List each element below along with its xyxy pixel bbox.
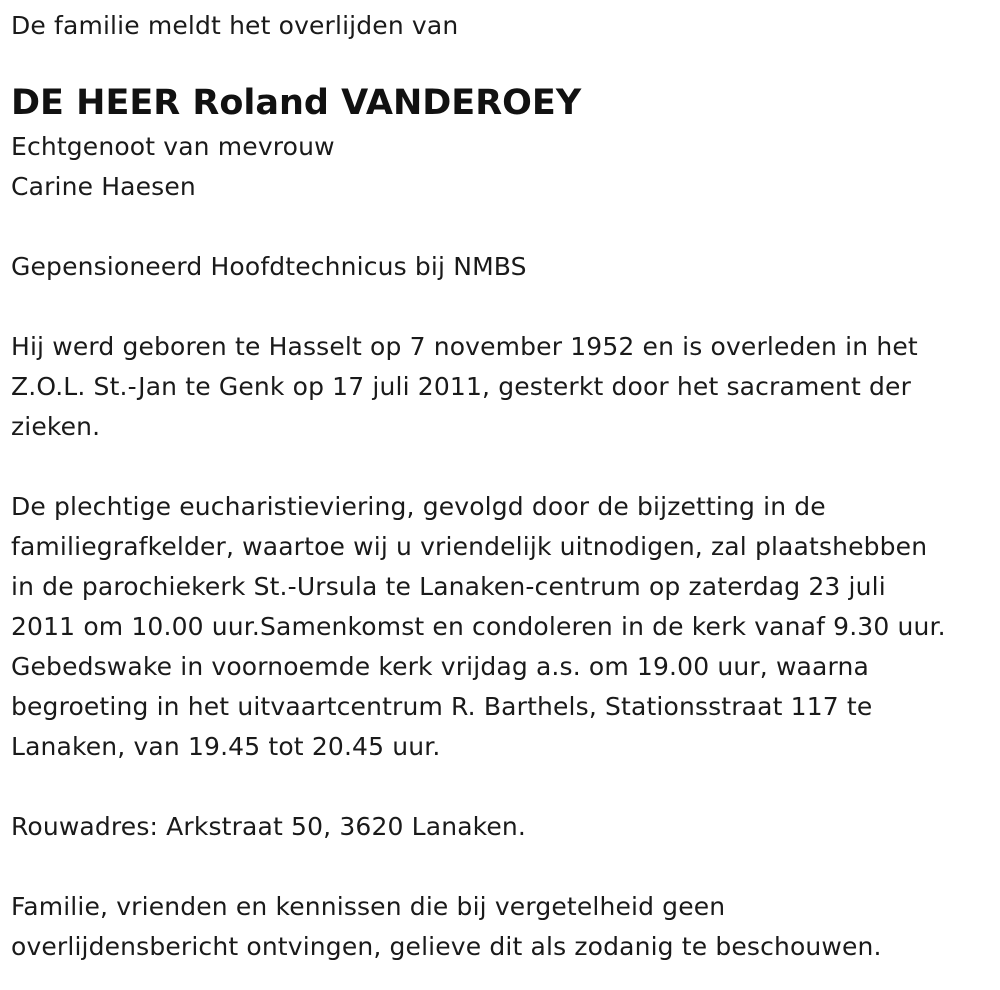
- paragraph-line: Hij werd geboren te Hasselt op 7 november 1952 en is overleden in het: [11, 332, 918, 361]
- paragraph-line: Familie, vrienden en kennissen die bij vergetelheid geen: [11, 892, 726, 921]
- ceremony-paragraph: [11, 487, 990, 767]
- paragraph-line: Gebedswake in voornoemde kerk vrijdag a.s. om 19.00 uur, waarna: [11, 652, 869, 681]
- address-block: [11, 807, 990, 847]
- paragraph-line: in de parochiekerk St.-Ursula te Lanaken-centrum op zaterdag 23 juli: [11, 572, 886, 601]
- spouse-block: [11, 127, 990, 207]
- closing-paragraph: [11, 887, 990, 967]
- mourning-address: Rouwadres: Arkstraat 50, 3620 Lanaken.: [11, 812, 527, 841]
- paragraph-line: begroeting in het uitvaartcentrum R. Barthels, Stationsstraat 117 te: [11, 692, 873, 721]
- deceased-name: DE HEER Roland VANDEROEY: [11, 83, 582, 123]
- occupation-text: Gepensioneerd Hoofdtechnicus bij NMBS: [11, 252, 527, 281]
- spouse-name: Carine Haesen: [11, 172, 196, 201]
- intro-text: De familie meldt het overlijden van: [11, 11, 459, 40]
- paragraph-line: Lanaken, van 19.45 tot 20.45 uur.: [11, 732, 441, 761]
- paragraph-line: 2011 om 10.00 uur.Samenkomst en condoleren in de kerk vanaf 9.30 uur.: [11, 612, 946, 641]
- birth-death-paragraph: [11, 327, 990, 447]
- paragraph-line: Z.O.L. St.-Jan te Genk op 17 juli 2011, gesterkt door het sacrament der: [11, 372, 912, 401]
- paragraph-line: De plechtige eucharistieviering, gevolgd door de bijzetting in de: [11, 492, 826, 521]
- paragraph-line: zieken.: [11, 412, 101, 441]
- spouse-line: Echtgenoot van mevrouw: [11, 132, 335, 161]
- paragraph-line: overlijdensbericht ontvingen, gelieve dit als zodanig te beschouwen.: [11, 932, 882, 961]
- occupation-block: [11, 247, 990, 287]
- paragraph-line: familiegrafkelder, waartoe wij u vriendelijk uitnodigen, zal plaatshebben: [11, 532, 928, 561]
